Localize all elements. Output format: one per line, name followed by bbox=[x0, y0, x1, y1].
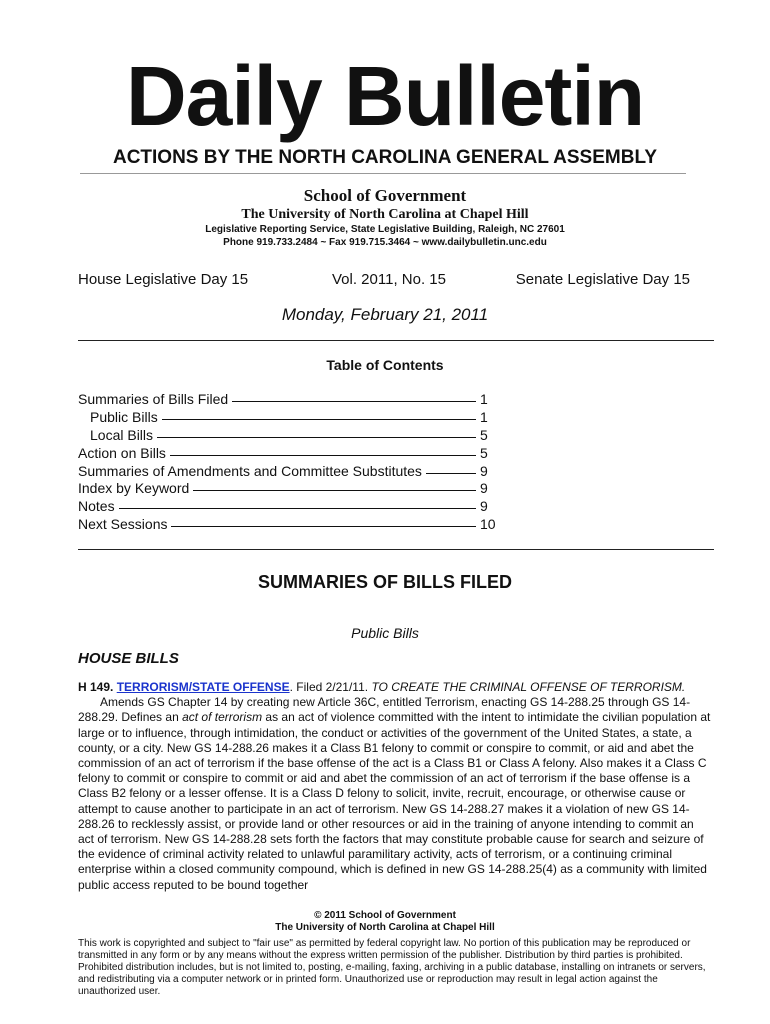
toc-leader-line bbox=[171, 526, 476, 527]
toc-entry-page: 5 bbox=[480, 426, 488, 443]
toc-leader-line bbox=[426, 473, 476, 474]
publisher-address: Legislative Reporting Service, State Legislative Building, Raleigh, NC 27601 bbox=[205, 224, 565, 235]
toc-entry-label: Index by Keyword bbox=[78, 480, 190, 497]
toc-entry-page: 1 bbox=[480, 391, 488, 407]
toc-leader-line bbox=[162, 419, 476, 420]
masthead-subtitle: ACTIONS BY THE NORTH CAROLINA GENERAL ASSEMBLY bbox=[112, 147, 657, 168]
toc-entry-page: 9 bbox=[480, 498, 488, 515]
toc-title: Table of Contents bbox=[326, 357, 444, 373]
toc-entry-label: Local Bills bbox=[90, 426, 154, 443]
footer-university: The University of North Carolina at Chapel Hill bbox=[275, 922, 495, 933]
table-of-contents bbox=[78, 391, 494, 534]
toc-entry bbox=[78, 445, 494, 463]
toc-entry-page: 1 bbox=[480, 408, 488, 425]
toc-entry bbox=[78, 516, 494, 534]
house-legislative-day: House Legislative Day 15 bbox=[78, 271, 249, 288]
copyright-notice: This work is copyrighted and subject to "fair use" as permitted by federal copyright law. No portion of this publication may be reproduced or transmitted in any form or by any means without the express written permission of the publisher. Distribution by third parties is prohibited. Prohibited distribution includes, but is not limited to, posting, e-mailing, faxing, archiving in a public database, installing on intranets or servers, and redistributing via a computer network or in printed form. Unauthorized use or reproduction may result in legal action against the unauthorized user. bbox=[78, 938, 706, 997]
bill-summary bbox=[78, 680, 712, 893]
toc-entry bbox=[78, 463, 494, 481]
bill-title-link[interactable]: TERRORISM/STATE OFFENSE bbox=[116, 680, 290, 694]
toc-entry-label: Summaries of Bills Filed bbox=[78, 391, 229, 407]
chamber-heading: HOUSE BILLS bbox=[78, 650, 179, 667]
toc-entry-page: 10 bbox=[480, 516, 496, 533]
issue-date: Monday, February 21, 2011 bbox=[281, 305, 489, 324]
publisher-university: The University of North Carolina at Chapel Hill bbox=[241, 207, 529, 222]
toc-leader-line bbox=[193, 490, 476, 491]
toc-entry bbox=[78, 409, 494, 427]
toc-entry-label: Public Bills bbox=[90, 408, 158, 425]
masthead-divider bbox=[80, 173, 686, 174]
publisher-contact: Phone 919.733.2484 ~ Fax 919.715.3464 ~ www.dailybulletin.unc.edu bbox=[223, 237, 547, 248]
toc-entry-page: 9 bbox=[480, 480, 488, 497]
bill-caption: TO CREATE THE CRIMINAL OFFENSE OF TERRORISM. bbox=[371, 680, 686, 694]
issue-info bbox=[78, 270, 690, 290]
toc-entry-label: Action on Bills bbox=[78, 444, 166, 461]
toc-leader-line bbox=[232, 401, 476, 402]
toc-entry-label: Next Sessions bbox=[78, 516, 168, 533]
senate-legislative-day: Senate Legislative Day 15 bbox=[515, 271, 690, 288]
toc-entry-label: Summaries of Amendments and Committee Substitutes bbox=[78, 462, 422, 479]
toc-leader-line bbox=[157, 437, 476, 438]
footer-copyright: © 2011 School of Government bbox=[314, 910, 456, 921]
toc-entry-page: 5 bbox=[480, 444, 488, 461]
toc-leader-line bbox=[170, 455, 476, 456]
defined-term: act of terrorism bbox=[182, 710, 263, 725]
bill-filed-date: . Filed 2/21/11. bbox=[289, 680, 372, 694]
toc-entry-page: 9 bbox=[480, 462, 488, 479]
toc-entry bbox=[78, 391, 494, 409]
volume-number: Vol. 2011, No. 15 bbox=[332, 271, 446, 288]
toc-leader-line bbox=[119, 508, 476, 509]
toc-divider bbox=[78, 549, 714, 550]
toc-entry bbox=[78, 480, 494, 498]
subsection-title: Public Bills bbox=[351, 625, 419, 641]
toc-entry bbox=[78, 427, 494, 445]
masthead-title: Daily Bulletin bbox=[125, 49, 645, 143]
date-divider bbox=[78, 340, 714, 341]
toc-entry bbox=[78, 498, 494, 516]
toc-entry-label: Notes bbox=[78, 498, 115, 515]
publisher-school: School of Government bbox=[303, 186, 467, 205]
bill-number: H 149. bbox=[78, 680, 114, 694]
bill-body: Amends GS Chapter 14 by creating new Article 36C, entitled Terrorism, enacting GS 14-288.25 through GS 14-288.29. Defines an act of terrorism as an act of violence committed with the intent to intimidate the civilian population at large or to influence, through intimidation, the conduct or activities of the government of the United States, a state, a county, or a city. New GS 14-288.26 makes it a Class B1 felony to commit or conspire to commit, or aid and abet the commission of an act of terrorism if the base offense of the act is a Class B1 or Class A felony. Also makes it a Class C felony to commit or conspire to commit or aid and abet the commission of an act of terrorism if the base offense is a Class B2 felony or a lesser offense. It is a Class D felony to solicit, invite, recruit, encourage, or otherwise cause or attempt to cause another to participate in an act of terrorism. New GS 14-288.27 makes it a violation of new GS 14-288.26 to recklessly assist, or provide land or other resources or aid in the training of anyone intending to commit an act of terrorism. New GS 14-288.28 sets forth the factors that may constitute probable cause for search and seizure of the evidence of criminal activity related to unlawful paramilitary activity, acts of terrorism, or a continuing criminal enterprise within a closed community compound, which is defined in new GS 14-288.25(4) as a community with limited public access reputed to be bound together bbox=[78, 695, 711, 892]
section-title: SUMMARIES OF BILLS FILED bbox=[258, 572, 512, 592]
